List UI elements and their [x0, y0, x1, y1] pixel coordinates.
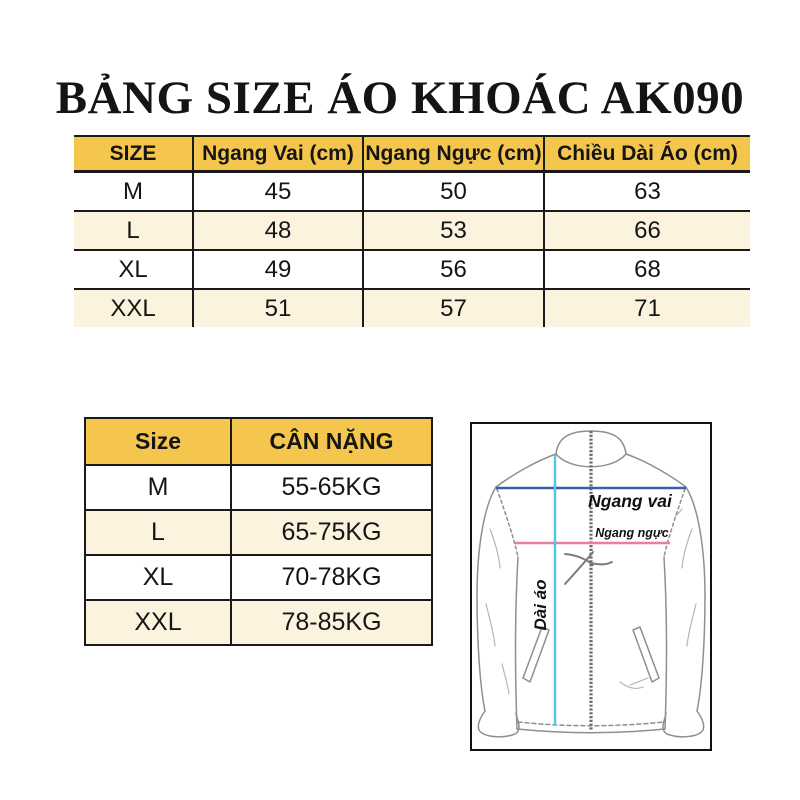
- weight-table-header-row: [85, 418, 432, 465]
- table-cell: 65-75KG: [231, 510, 432, 555]
- size-table-header-row: [74, 136, 750, 172]
- table-cell: 57: [363, 289, 544, 327]
- table-cell: 78-85KG: [231, 600, 432, 645]
- table-cell: L: [74, 211, 193, 250]
- table-cell: 66: [544, 211, 750, 250]
- table-cell: L: [85, 510, 231, 555]
- table-row: [74, 289, 750, 327]
- size-table: [74, 135, 750, 327]
- table-cell: 48: [193, 211, 363, 250]
- table-cell: M: [74, 172, 193, 212]
- table-row: [74, 211, 750, 250]
- jacket-drawing-icon: [472, 424, 710, 749]
- shoulder-label: Ngang vai: [588, 491, 672, 511]
- table-cell: 49: [193, 250, 363, 289]
- chest-marks: [565, 552, 612, 584]
- table-cell: XXL: [74, 289, 193, 327]
- jacket-diagram: [470, 422, 712, 751]
- table-cell: M: [85, 465, 231, 510]
- table-cell: XL: [85, 555, 231, 600]
- table-row: [85, 600, 432, 645]
- column-header-size: SIZE: [74, 136, 193, 172]
- table-row: [74, 250, 750, 289]
- table-row: [85, 465, 432, 510]
- weight-table: [84, 417, 433, 646]
- table-cell: 70-78KG: [231, 555, 432, 600]
- table-row: [85, 555, 432, 600]
- table-row: [74, 172, 750, 212]
- length-label: Dài áo: [531, 579, 550, 631]
- table-cell: XL: [74, 250, 193, 289]
- column-header-weight: CÂN NẶNG: [231, 418, 432, 465]
- column-header-shoulder: Ngang Vai (cm): [193, 136, 363, 172]
- chest-label: Ngang ngực: [595, 526, 669, 540]
- table-cell: 71: [544, 289, 750, 327]
- table-row: [85, 510, 432, 555]
- table-cell: XXL: [85, 600, 231, 645]
- column-header-size: Size: [85, 418, 231, 465]
- table-cell: 56: [363, 250, 544, 289]
- table-cell: 55-65KG: [231, 465, 432, 510]
- table-cell: 68: [544, 250, 750, 289]
- table-cell: 51: [193, 289, 363, 327]
- table-cell: 53: [363, 211, 544, 250]
- page-title: BẢNG SIZE ÁO KHOÁC AK090: [55, 72, 745, 125]
- table-cell: 63: [544, 172, 750, 212]
- column-header-chest: Ngang Ngực (cm): [363, 136, 544, 172]
- table-cell: 50: [363, 172, 544, 212]
- table-cell: 45: [193, 172, 363, 212]
- column-header-length: Chiều Dài Áo (cm): [544, 136, 750, 172]
